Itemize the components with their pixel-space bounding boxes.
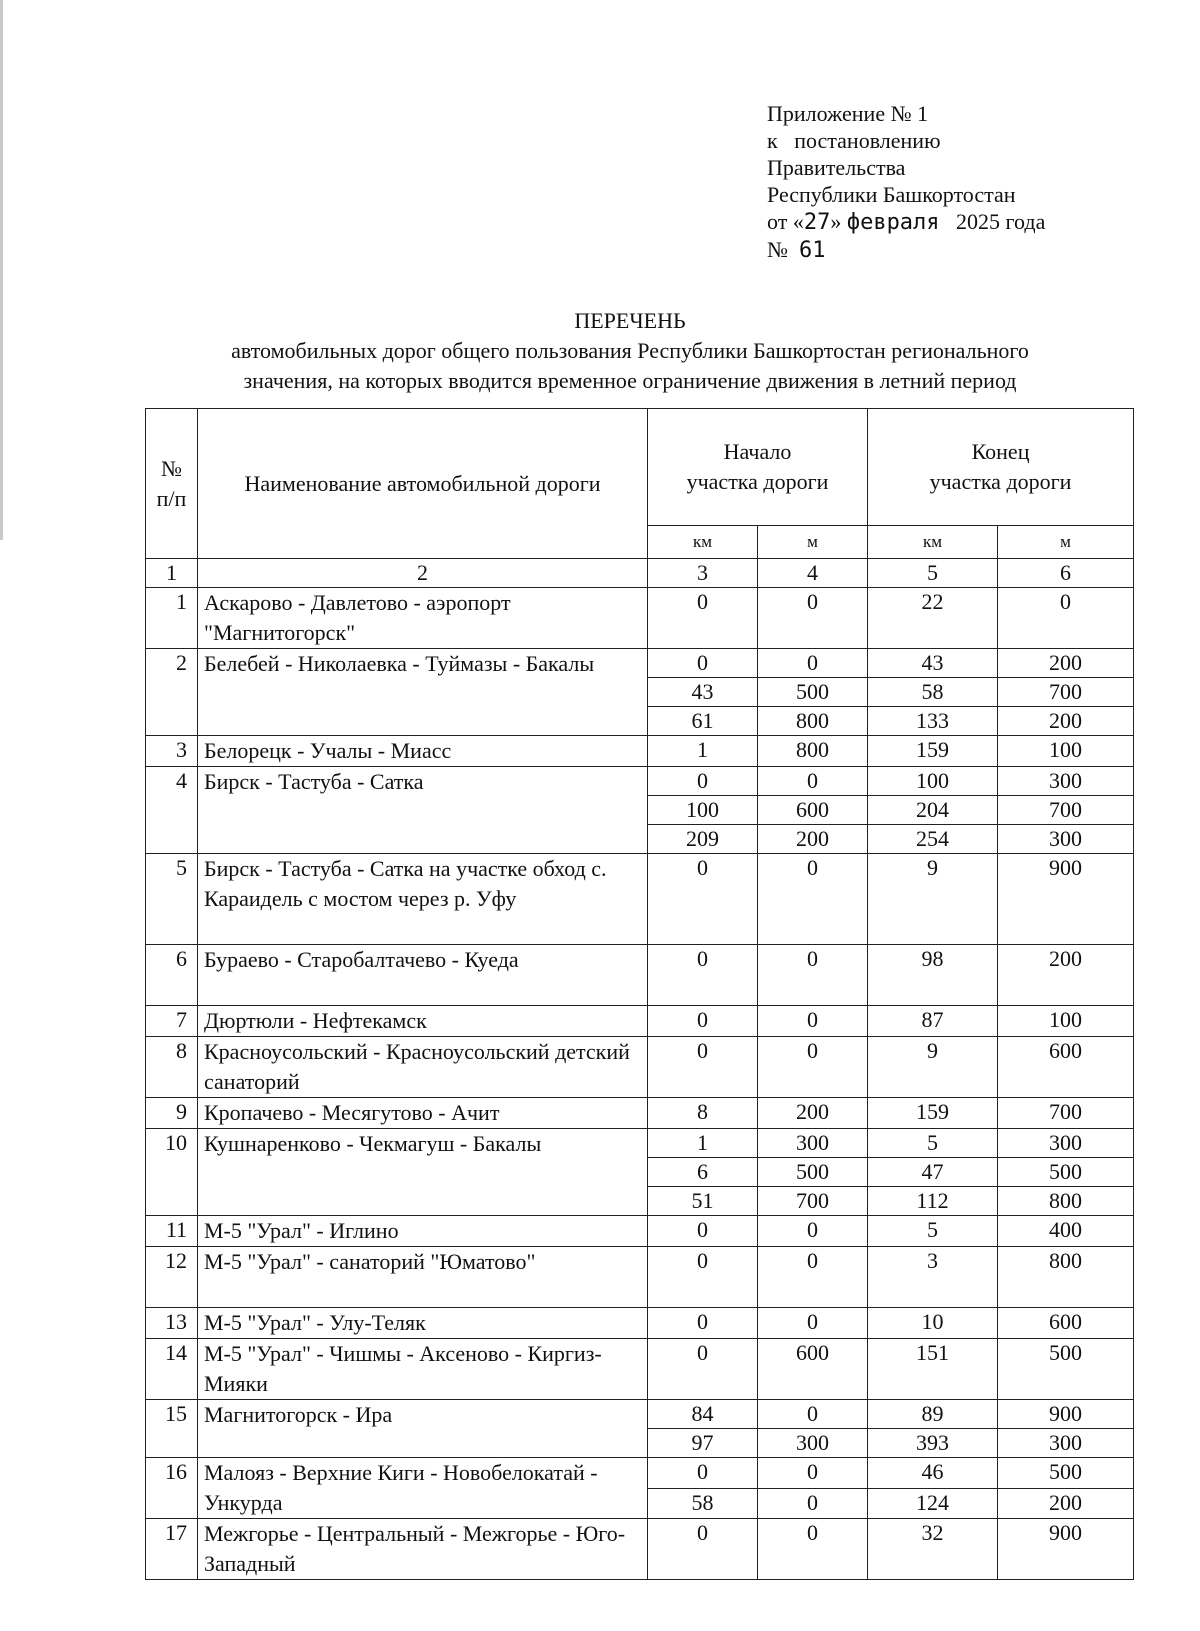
road-number: 6: [146, 945, 198, 1006]
cell-start-m: 0: [758, 1519, 868, 1580]
column-number: 4: [758, 559, 868, 588]
cell-end-km: 9: [868, 1037, 998, 1098]
cell-end-m: 300: [998, 1129, 1134, 1158]
document-number: 61: [799, 238, 826, 263]
road-name: М-5 "Урал" - Чишмы - Аксеново - Киргиз-Мияки: [198, 1339, 648, 1400]
road-number: 1: [146, 588, 198, 649]
table-row: [146, 736, 1134, 767]
cell-start-m: 600: [758, 796, 868, 825]
cell-start-km: 0: [648, 1339, 758, 1400]
date-year: 2025 года: [939, 209, 1046, 234]
road-number: 17: [146, 1519, 198, 1580]
cell-start-km: 8: [648, 1098, 758, 1129]
cell-start-m: 0: [758, 1308, 868, 1339]
cell-end-m: 100: [998, 1006, 1134, 1037]
road-name: Кропачево - Месягутово - Ачит: [198, 1098, 648, 1129]
cell-start-m: 0: [758, 1400, 868, 1429]
cell-end-m: 500: [998, 1339, 1134, 1400]
cell-end-km: 112: [868, 1187, 998, 1216]
document-subtitle-line-2: значения, на которых вводится временное ограничение движения в летний период: [243, 368, 1017, 393]
cell-end-km: 100: [868, 767, 998, 796]
road-number: 5: [146, 854, 198, 945]
table-row: [146, 1308, 1134, 1339]
cell-start-km: 84: [648, 1400, 758, 1429]
cell-end-m: 200: [998, 945, 1134, 1006]
cell-start-km: 0: [648, 767, 758, 796]
column-number-row: [146, 559, 1134, 588]
cell-start-m: 0: [758, 1458, 868, 1489]
cell-end-km: 159: [868, 736, 998, 767]
cell-start-m: 0: [758, 767, 868, 796]
table-row: [146, 1006, 1134, 1037]
cell-start-km: 209: [648, 825, 758, 854]
cell-end-m: 0: [998, 588, 1134, 649]
cell-start-km: 0: [648, 1247, 758, 1308]
cell-end-km: 46: [868, 1458, 998, 1489]
road-name: Дюртюли - Нефтекамск: [198, 1006, 648, 1037]
cell-end-m: 300: [998, 767, 1134, 796]
cell-end-m: 800: [998, 1247, 1134, 1308]
table-row: [146, 1216, 1134, 1247]
appendix-line-3: Правительства: [767, 155, 906, 180]
cell-end-km: 5: [868, 1129, 998, 1158]
cell-start-km: 0: [648, 1519, 758, 1580]
road-name: Межгорье - Центральный - Межгорье - Юго-Западный: [198, 1519, 648, 1580]
cell-end-km: 32: [868, 1519, 998, 1580]
cell-end-km: 87: [868, 1006, 998, 1037]
appendix-date: [767, 208, 1045, 236]
cell-end-m: 500: [998, 1458, 1134, 1489]
cell-start-km: 6: [648, 1158, 758, 1187]
cell-end-km: 43: [868, 649, 998, 678]
cell-start-km: 0: [648, 588, 758, 649]
cell-end-m: 900: [998, 854, 1134, 945]
cell-start-m: 300: [758, 1129, 868, 1158]
road-name: Кушнаренково - Чекмагуш - Бакалы: [198, 1129, 648, 1216]
road-name: Белорецк - Учалы - Миасс: [198, 736, 648, 767]
table-row: [146, 1037, 1134, 1098]
cell-end-km: 47: [868, 1158, 998, 1187]
cell-start-m: 0: [758, 1488, 868, 1519]
cell-end-km: 5: [868, 1216, 998, 1247]
cell-end-km: 58: [868, 678, 998, 707]
cell-start-m: 600: [758, 1339, 868, 1400]
cell-start-km: 0: [648, 1006, 758, 1037]
cell-end-km: 3: [868, 1247, 998, 1308]
road-number: 13: [146, 1308, 198, 1339]
cell-end-m: 100: [998, 736, 1134, 767]
cell-start-m: 0: [758, 945, 868, 1006]
cell-start-m: 800: [758, 707, 868, 736]
road-name: Магнитогорск - Ира: [198, 1400, 648, 1458]
cell-end-m: 400: [998, 1216, 1134, 1247]
header-end-km: км: [868, 526, 998, 559]
table-row: [146, 1519, 1134, 1580]
road-number: 12: [146, 1247, 198, 1308]
roads-table: [145, 408, 1134, 1580]
cell-start-km: 0: [648, 1308, 758, 1339]
table-row: [146, 1400, 1134, 1429]
road-name: М-5 "Урал" - Иглино: [198, 1216, 648, 1247]
cell-start-km: 61: [648, 707, 758, 736]
document-title: ПЕРЕЧЕНЬ: [574, 308, 686, 333]
road-number: 3: [146, 736, 198, 767]
road-name: Белебей - Николаевка - Туймазы - Бакалы: [198, 649, 648, 736]
scan-edge-mark: [0, 0, 3, 540]
cell-end-m: 700: [998, 796, 1134, 825]
cell-end-m: 800: [998, 1187, 1134, 1216]
road-name: Малояз - Верхние Киги - Новобелокатай - Ункурда: [198, 1458, 648, 1519]
road-number: 14: [146, 1339, 198, 1400]
cell-end-km: 10: [868, 1308, 998, 1339]
date-day: 27: [803, 210, 831, 235]
road-number: 16: [146, 1458, 198, 1519]
cell-end-m: 200: [998, 707, 1134, 736]
cell-start-km: 0: [648, 854, 758, 945]
cell-start-km: 1: [648, 1129, 758, 1158]
appendix-line-4: Республики Башкортостан: [767, 182, 1016, 207]
road-number: 8: [146, 1037, 198, 1098]
cell-start-m: 800: [758, 736, 868, 767]
cell-start-m: 0: [758, 649, 868, 678]
table-row: [146, 1458, 1134, 1489]
road-name: М-5 "Урал" - санаторий "Юматово": [198, 1247, 648, 1308]
header-road-name: Наименование автомобильной дороги: [198, 409, 648, 559]
cell-start-m: 700: [758, 1187, 868, 1216]
table-row: [146, 1098, 1134, 1129]
cell-start-m: 500: [758, 1158, 868, 1187]
table-row: [146, 649, 1134, 678]
column-number: 1: [146, 559, 198, 588]
table-row: [146, 767, 1134, 796]
cell-end-km: 9: [868, 854, 998, 945]
cell-end-km: 124: [868, 1488, 998, 1519]
road-name: Бирск - Тастуба - Сатка: [198, 767, 648, 854]
cell-end-m: 700: [998, 678, 1134, 707]
header-segment-start: Начало участка дороги: [648, 409, 868, 526]
cell-end-km: 159: [868, 1098, 998, 1129]
cell-start-m: 0: [758, 1037, 868, 1098]
date-month: февраля: [846, 210, 940, 235]
table-row: [146, 1129, 1134, 1158]
road-number: 11: [146, 1216, 198, 1247]
road-name: Аскарово - Давлетово - аэропорт "Магнитогорск": [198, 588, 648, 649]
cell-start-km: 0: [648, 1458, 758, 1489]
cell-start-km: 43: [648, 678, 758, 707]
appendix-number: [767, 236, 1045, 264]
date-mid: »: [830, 209, 847, 234]
cell-end-m: 300: [998, 825, 1134, 854]
table-row: [146, 1247, 1134, 1308]
table-row: [146, 854, 1134, 945]
road-name: Красноусольский - Красноусольский детский санаторий: [198, 1037, 648, 1098]
cell-end-km: 98: [868, 945, 998, 1006]
cell-start-m: 200: [758, 825, 868, 854]
road-number: 2: [146, 649, 198, 736]
cell-end-km: 133: [868, 707, 998, 736]
cell-start-km: 58: [648, 1488, 758, 1519]
cell-end-km: 393: [868, 1429, 998, 1458]
column-number: 5: [868, 559, 998, 588]
cell-start-m: 0: [758, 1006, 868, 1037]
cell-end-km: 22: [868, 588, 998, 649]
header-end-m: м: [998, 526, 1134, 559]
cell-start-km: 0: [648, 1037, 758, 1098]
header-start-km: км: [648, 526, 758, 559]
cell-start-km: 0: [648, 945, 758, 1006]
document-subtitle-line-1: автомобильных дорог общего пользования Республики Башкортостан регионального: [231, 338, 1029, 363]
road-name: Бирск - Тастуба - Сатка на участке обход с. Караидель с мостом через р. Уфу: [198, 854, 648, 945]
cell-start-m: 500: [758, 678, 868, 707]
appendix-block: [767, 100, 1045, 264]
cell-end-km: 151: [868, 1339, 998, 1400]
cell-start-m: 0: [758, 588, 868, 649]
cell-start-km: 51: [648, 1187, 758, 1216]
cell-end-m: 200: [998, 649, 1134, 678]
roads-table-body: [146, 559, 1134, 1580]
road-number: 9: [146, 1098, 198, 1129]
table-row: [146, 1339, 1134, 1400]
road-number: 15: [146, 1400, 198, 1458]
header-start-m: м: [758, 526, 868, 559]
cell-start-m: 0: [758, 1216, 868, 1247]
appendix-line-2: к постановлению: [767, 128, 941, 153]
cell-start-m: 300: [758, 1429, 868, 1458]
cell-end-m: 600: [998, 1308, 1134, 1339]
cell-start-km: 97: [648, 1429, 758, 1458]
cell-start-m: 200: [758, 1098, 868, 1129]
road-number: 7: [146, 1006, 198, 1037]
document-heading: [130, 306, 1130, 396]
cell-end-m: 900: [998, 1400, 1134, 1429]
road-number: 4: [146, 767, 198, 854]
appendix-line-1: Приложение № 1: [767, 101, 929, 126]
cell-end-m: 200: [998, 1488, 1134, 1519]
cell-end-m: 600: [998, 1037, 1134, 1098]
column-number: 6: [998, 559, 1134, 588]
cell-start-km: 0: [648, 1216, 758, 1247]
column-number: 2: [198, 559, 648, 588]
cell-end-km: 254: [868, 825, 998, 854]
cell-start-km: 0: [648, 649, 758, 678]
cell-end-m: 900: [998, 1519, 1134, 1580]
cell-end-m: 700: [998, 1098, 1134, 1129]
cell-end-m: 300: [998, 1429, 1134, 1458]
header-number: № п/п: [146, 409, 198, 559]
cell-end-m: 500: [998, 1158, 1134, 1187]
table-row: [146, 588, 1134, 649]
cell-end-km: 89: [868, 1400, 998, 1429]
header-segment-end: Конец участка дороги: [868, 409, 1134, 526]
cell-start-m: 0: [758, 1247, 868, 1308]
date-prefix: от «: [767, 209, 804, 234]
road-name: Бураево - Старобалтачево - Куеда: [198, 945, 648, 1006]
cell-end-km: 204: [868, 796, 998, 825]
cell-start-km: 1: [648, 736, 758, 767]
table-row: [146, 945, 1134, 1006]
column-number: 3: [648, 559, 758, 588]
cell-start-m: 0: [758, 854, 868, 945]
road-number: 10: [146, 1129, 198, 1216]
number-prefix: №: [767, 237, 799, 262]
road-name: М-5 "Урал" - Улу-Теляк: [198, 1308, 648, 1339]
cell-start-km: 100: [648, 796, 758, 825]
